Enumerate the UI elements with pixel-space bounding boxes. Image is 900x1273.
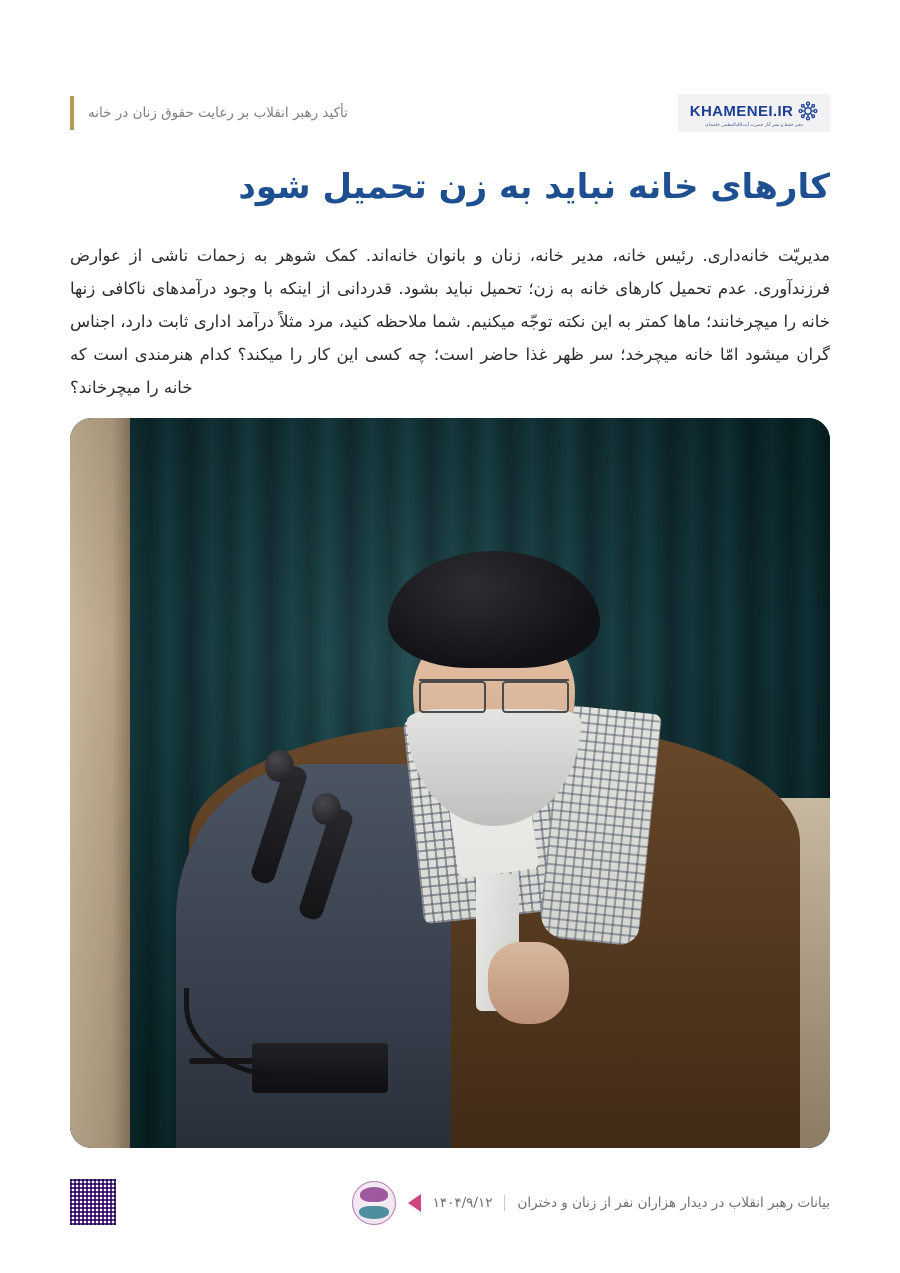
page-title: کارهای خانه نباید به زن تحمیل شود [238, 166, 830, 207]
footer [70, 1175, 830, 1241]
site-logo-text: KHAMENEI.IR [689, 102, 794, 120]
footer-divider [504, 1195, 505, 1211]
qr-code-icon[interactable] [70, 1179, 116, 1225]
photo-overlay [70, 418, 830, 1148]
seal-top-shape [360, 1187, 388, 1202]
footer-caption: بیانات رهبر انقلاب در دیدار هزاران نفر از زنان و دختران [517, 1195, 830, 1211]
kicker-text: تأکید رهبر انقلاب بر رعایت حقوق زنان در خانه [88, 105, 348, 121]
footer-meta [352, 1175, 830, 1231]
site-logo-subtext: دفتر حفظ و نشر آثار حضرت آیت‌الله‌العظمی خامنه‌ای [705, 123, 803, 128]
play-triangle-icon[interactable] [408, 1194, 421, 1212]
khamenei-seal-icon [352, 1181, 396, 1225]
header [70, 90, 830, 136]
accent-rule [70, 96, 74, 130]
khamenei-network-mark-icon [798, 101, 818, 121]
site-logo[interactable] [678, 94, 830, 132]
footer-date: ۱۴۰۴/۹/۱۲ [432, 1195, 493, 1211]
speech-photo [70, 418, 830, 1148]
seal-bottom-shape [359, 1206, 389, 1219]
site-logo-inner [690, 101, 819, 121]
photo-canvas [70, 418, 830, 1148]
body-paragraph: مدیریّت خانه‌داری. رئیس خانه، مدیر خانه، زنان و بانوان خانه‌اند. کمک شوهر به زحمات ناشی از عوارض فرزندآوری. عدم تحمیل کارهای خانه به زن؛ تحمیل نباید بشود. قدردانی از اینکه با وجود درآمدهای ناکافی زنها خانه را میچرخانند؛ ماها کمتر به این نکته توجّه میکنیم. شما ملاحظه کنید، مرد مثلاً درآمد اداری ثابت دارد، اجناس گران میشود امّا خانه میچرخد؛ سر ظهر غذا حاضر است؛ چه کسی این کار را میکند؟ کدام هنرمندی است که خانه را میچرخاند؟ [70, 245, 830, 397]
header-kicker-group [70, 96, 348, 130]
